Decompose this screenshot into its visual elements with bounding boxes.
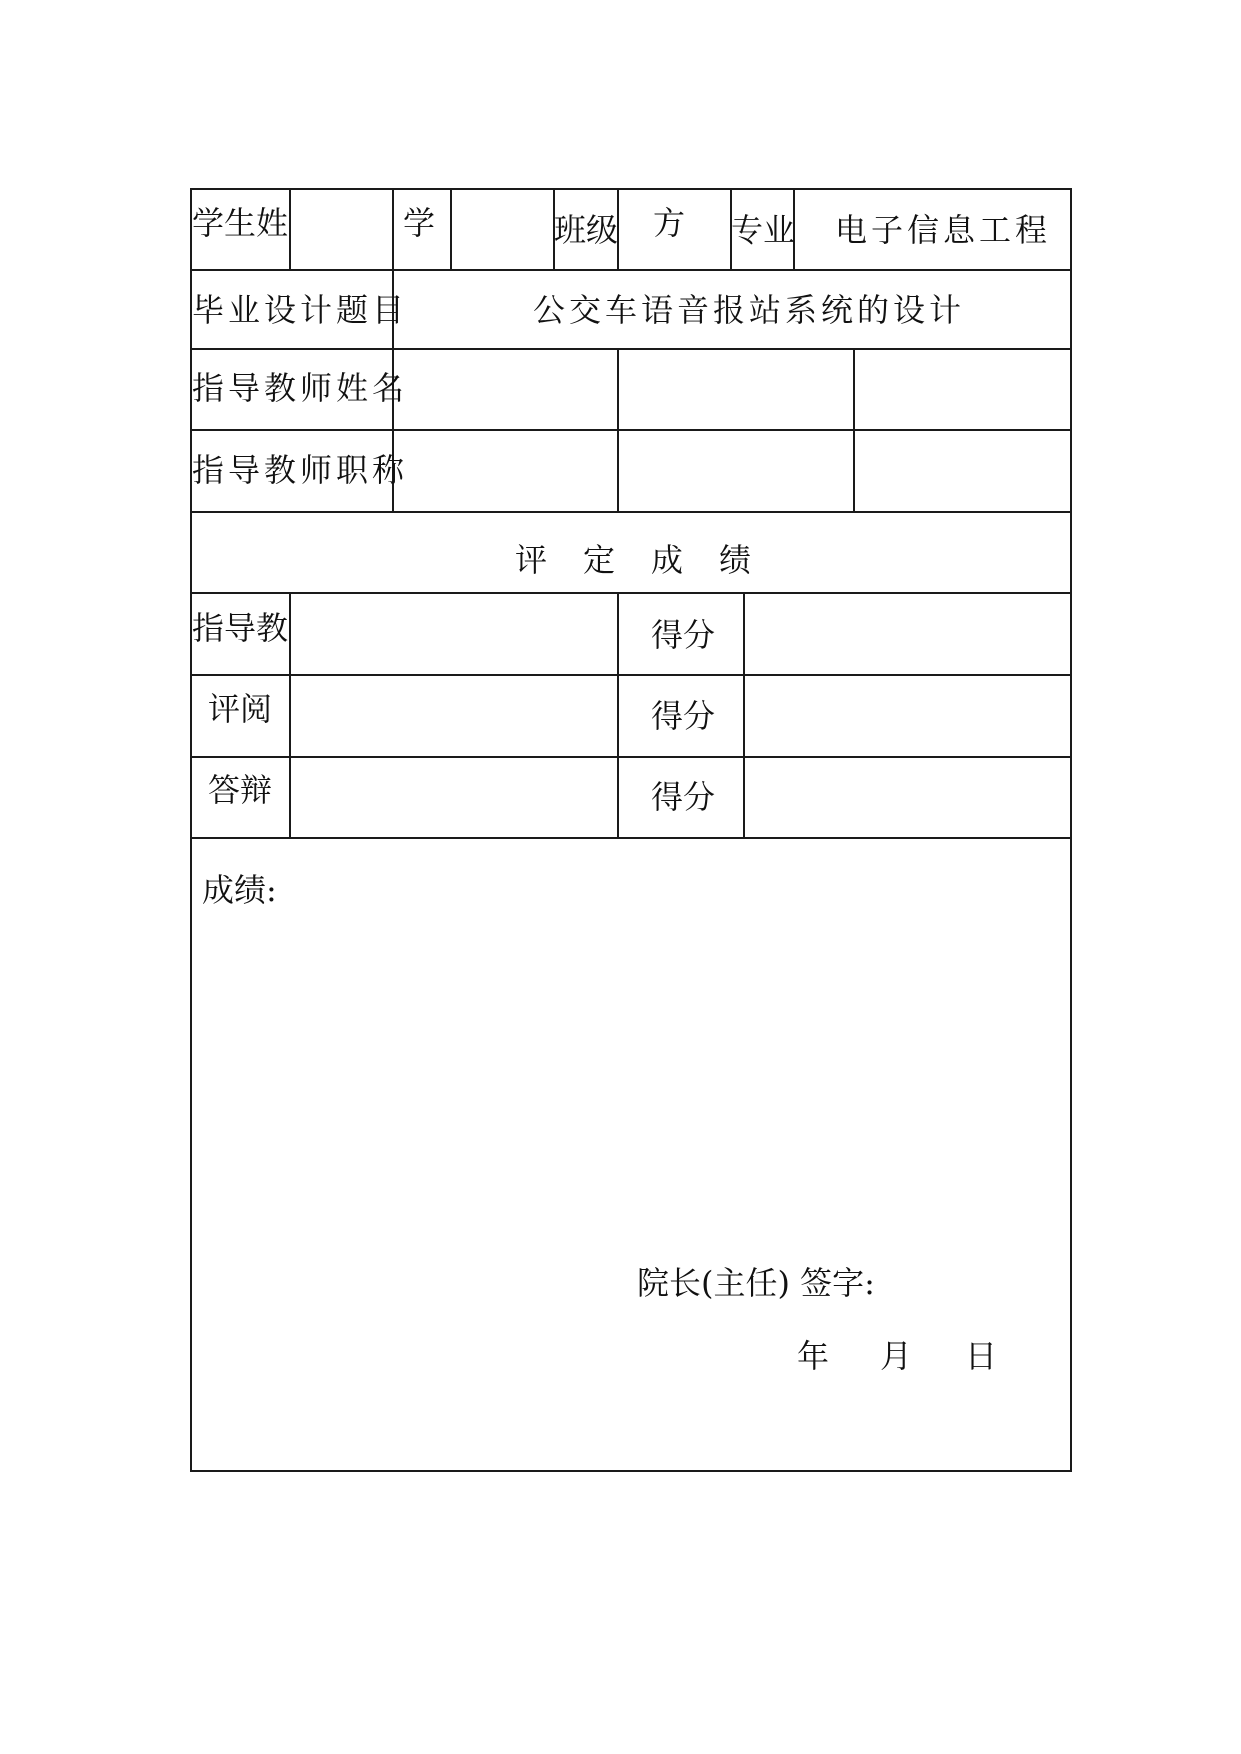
advisor-title-field-2[interactable] — [619, 431, 853, 511]
table-line — [617, 592, 619, 838]
final-grade-label: 成绩: — [202, 871, 277, 909]
thesis-title: 公交车语音报站系统的设计 — [533, 291, 966, 329]
advisor-name-field-3[interactable] — [855, 350, 1070, 429]
defense-score-label: 得分 — [651, 778, 716, 816]
review-grade-label: 评阅 — [208, 690, 273, 728]
dean-signature-label: 院长(主任) 签字: — [637, 1264, 875, 1302]
table-line — [190, 511, 1072, 513]
defense-score-field[interactable] — [745, 758, 1070, 837]
table-line — [190, 269, 1072, 271]
table-line — [190, 1470, 1072, 1472]
student-id-label: 学 — [403, 204, 436, 242]
final-grade-area[interactable] — [192, 839, 1070, 1470]
class-value: 方 — [653, 204, 686, 242]
advisor-title-field-3[interactable] — [855, 431, 1070, 511]
date-day-label: 日 — [965, 1337, 998, 1375]
table-line — [1070, 188, 1072, 1472]
review-comment-field[interactable] — [291, 676, 617, 756]
advisor-score-field[interactable] — [745, 594, 1070, 674]
student-name-field[interactable] — [291, 190, 392, 269]
advisor-score-label: 得分 — [651, 616, 716, 654]
advisor-title-label: 指导教师职称 — [192, 451, 409, 489]
student-id-field[interactable] — [452, 190, 553, 269]
advisor-title-field-1[interactable] — [394, 431, 617, 511]
review-score-label: 得分 — [651, 697, 716, 735]
thesis-title-label: 毕业设计题目 — [192, 291, 409, 329]
advisor-name-label: 指导教师姓名 — [192, 369, 409, 407]
defense-grade-label: 答辩 — [208, 771, 273, 809]
grading-header: 评定成绩 — [515, 541, 788, 579]
defense-comment-field[interactable] — [291, 758, 617, 837]
advisor-grade-label: 指导教 — [192, 609, 289, 647]
date-month-label: 月 — [880, 1337, 913, 1375]
student-name-label: 学生姓 — [192, 204, 289, 242]
advisor-comment-field[interactable] — [291, 594, 617, 674]
advisor-name-field-2[interactable] — [619, 350, 853, 429]
class-label: 班级 — [554, 211, 619, 249]
major-value: 电子信息工程 — [835, 211, 1052, 249]
table-line — [392, 188, 394, 270]
advisor-name-field-1[interactable] — [394, 350, 617, 429]
major-label: 专业 — [731, 211, 796, 249]
review-score-field[interactable] — [745, 676, 1070, 756]
date-year-label: 年 — [797, 1337, 830, 1375]
